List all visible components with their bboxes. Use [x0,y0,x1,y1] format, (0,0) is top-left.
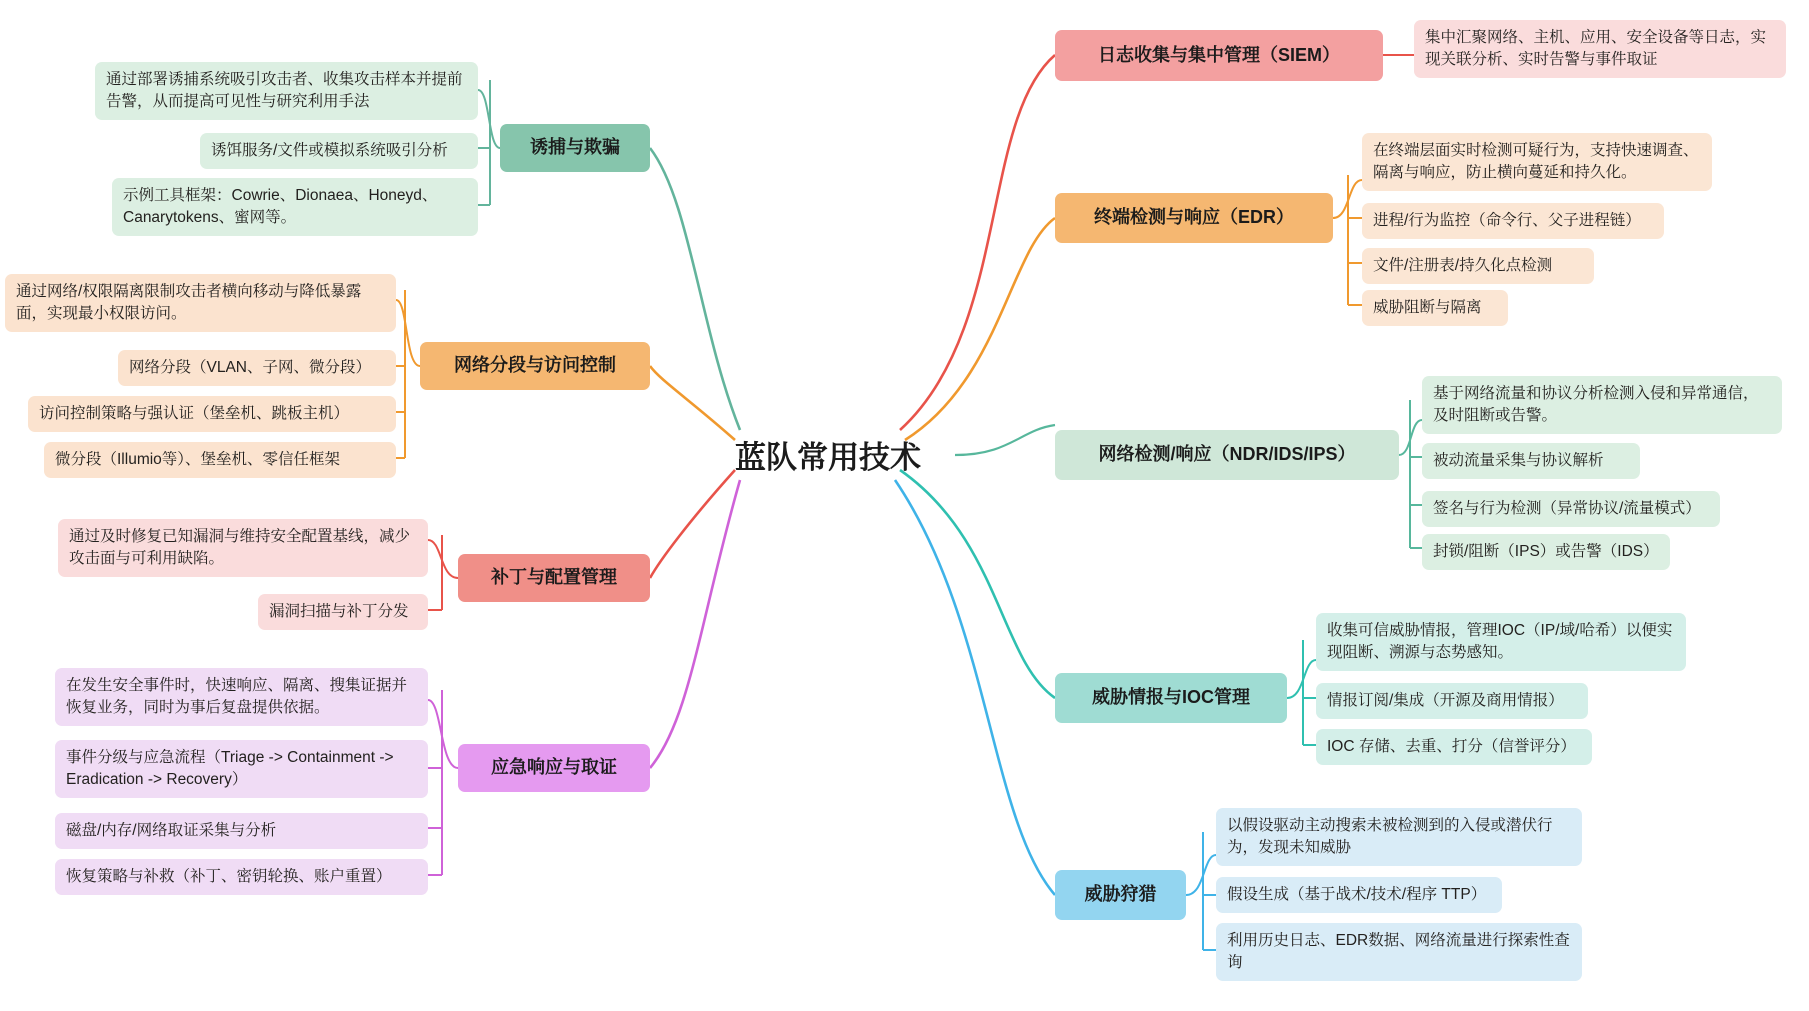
leaf-segmentation-1[interactable]: 网络分段（VLAN、子网、微分段） [118,350,396,386]
leaf-hunt-2[interactable]: 利用历史日志、EDR数据、网络流量进行探索性查询 [1216,923,1582,981]
leaf-ir-1[interactable]: 事件分级与应急流程（Triage -> Containment -> Eradication -> Recovery） [55,740,428,798]
leaf-ndr-1[interactable]: 被动流量采集与协议解析 [1422,443,1640,479]
branch-hunt[interactable]: 威胁狩猎 [1055,870,1186,920]
leaf-segmentation-2[interactable]: 访问控制策略与强认证（堡垒机、跳板主机） [28,396,396,432]
leaf-patch-0[interactable]: 通过及时修复已知漏洞与维持安全配置基线，减少攻击面与可利用缺陷。 [58,519,428,577]
branch-segmentation[interactable]: 网络分段与访问控制 [420,342,650,390]
branch-ir[interactable]: 应急响应与取证 [458,744,650,792]
leaf-deception-0[interactable]: 通过部署诱捕系统吸引攻击者、收集攻击样本并提前告警，从而提高可见性与研究利用手法 [95,62,478,120]
leaf-patch-1[interactable]: 漏洞扫描与补丁分发 [258,594,428,630]
leaf-ti-1[interactable]: 情报订阅/集成（开源及商用情报） [1316,683,1588,719]
leaf-edr-1[interactable]: 进程/行为监控（命令行、父子进程链） [1362,203,1664,239]
leaf-edr-3[interactable]: 威胁阻断与隔离 [1362,290,1508,326]
leaf-edr-2[interactable]: 文件/注册表/持久化点检测 [1362,248,1594,284]
leaf-siem-0[interactable]: 集中汇聚网络、主机、应用、安全设备等日志，实现关联分析、实时告警与事件取证 [1414,20,1786,78]
leaf-edr-0[interactable]: 在终端层面实时检测可疑行为，支持快速调查、隔离与响应，防止横向蔓延和持久化。 [1362,133,1712,191]
branch-ndr[interactable]: 网络检测/响应（NDR/IDS/IPS） [1055,430,1399,480]
leaf-deception-1[interactable]: 诱饵服务/文件或模拟系统吸引分析 [200,133,478,169]
branch-siem[interactable]: 日志收集与集中管理（SIEM） [1055,30,1383,81]
branch-edr[interactable]: 终端检测与响应（EDR） [1055,193,1333,243]
branch-patch[interactable]: 补丁与配置管理 [458,554,650,602]
leaf-deception-2[interactable]: 示例工具框架：Cowrie、Dionaea、Honeyd、Canarytokens、蜜网等。 [112,178,478,236]
leaf-segmentation-0[interactable]: 通过网络/权限隔离限制攻击者横向移动与降低暴露面，实现最小权限访问。 [5,274,396,332]
leaf-ir-0[interactable]: 在发生安全事件时，快速响应、隔离、搜集证据并恢复业务，同时为事后复盘提供依据。 [55,668,428,726]
leaf-segmentation-3[interactable]: 微分段（Illumio等）、堡垒机、零信任框架 [44,442,396,478]
leaf-ti-0[interactable]: 收集可信威胁情报，管理IOC（IP/域/哈希）以便实现阻断、溯源与态势感知。 [1316,613,1686,671]
leaf-hunt-0[interactable]: 以假设驱动主动搜索未被检测到的入侵或潜伏行为，发现未知威胁 [1216,808,1582,866]
branch-deception[interactable]: 诱捕与欺骗 [500,124,650,172]
leaf-ndr-3[interactable]: 封锁/阻断（IPS）或告警（IDS） [1422,534,1670,570]
center-topic[interactable]: 蓝队常用技术 [735,440,921,475]
leaf-ndr-0[interactable]: 基于网络流量和协议分析检测入侵和异常通信，及时阻断或告警。 [1422,376,1782,434]
leaf-ti-2[interactable]: IOC 存储、去重、打分（信誉评分） [1316,729,1592,765]
leaf-ir-2[interactable]: 磁盘/内存/网络取证采集与分析 [55,813,428,849]
leaf-hunt-1[interactable]: 假设生成（基于战术/技术/程序 TTP） [1216,877,1502,913]
leaf-ndr-2[interactable]: 签名与行为检测（异常协议/流量模式） [1422,491,1720,527]
leaf-ir-3[interactable]: 恢复策略与补救（补丁、密钥轮换、账户重置） [55,859,428,895]
branch-ti[interactable]: 威胁情报与IOC管理 [1055,673,1287,723]
